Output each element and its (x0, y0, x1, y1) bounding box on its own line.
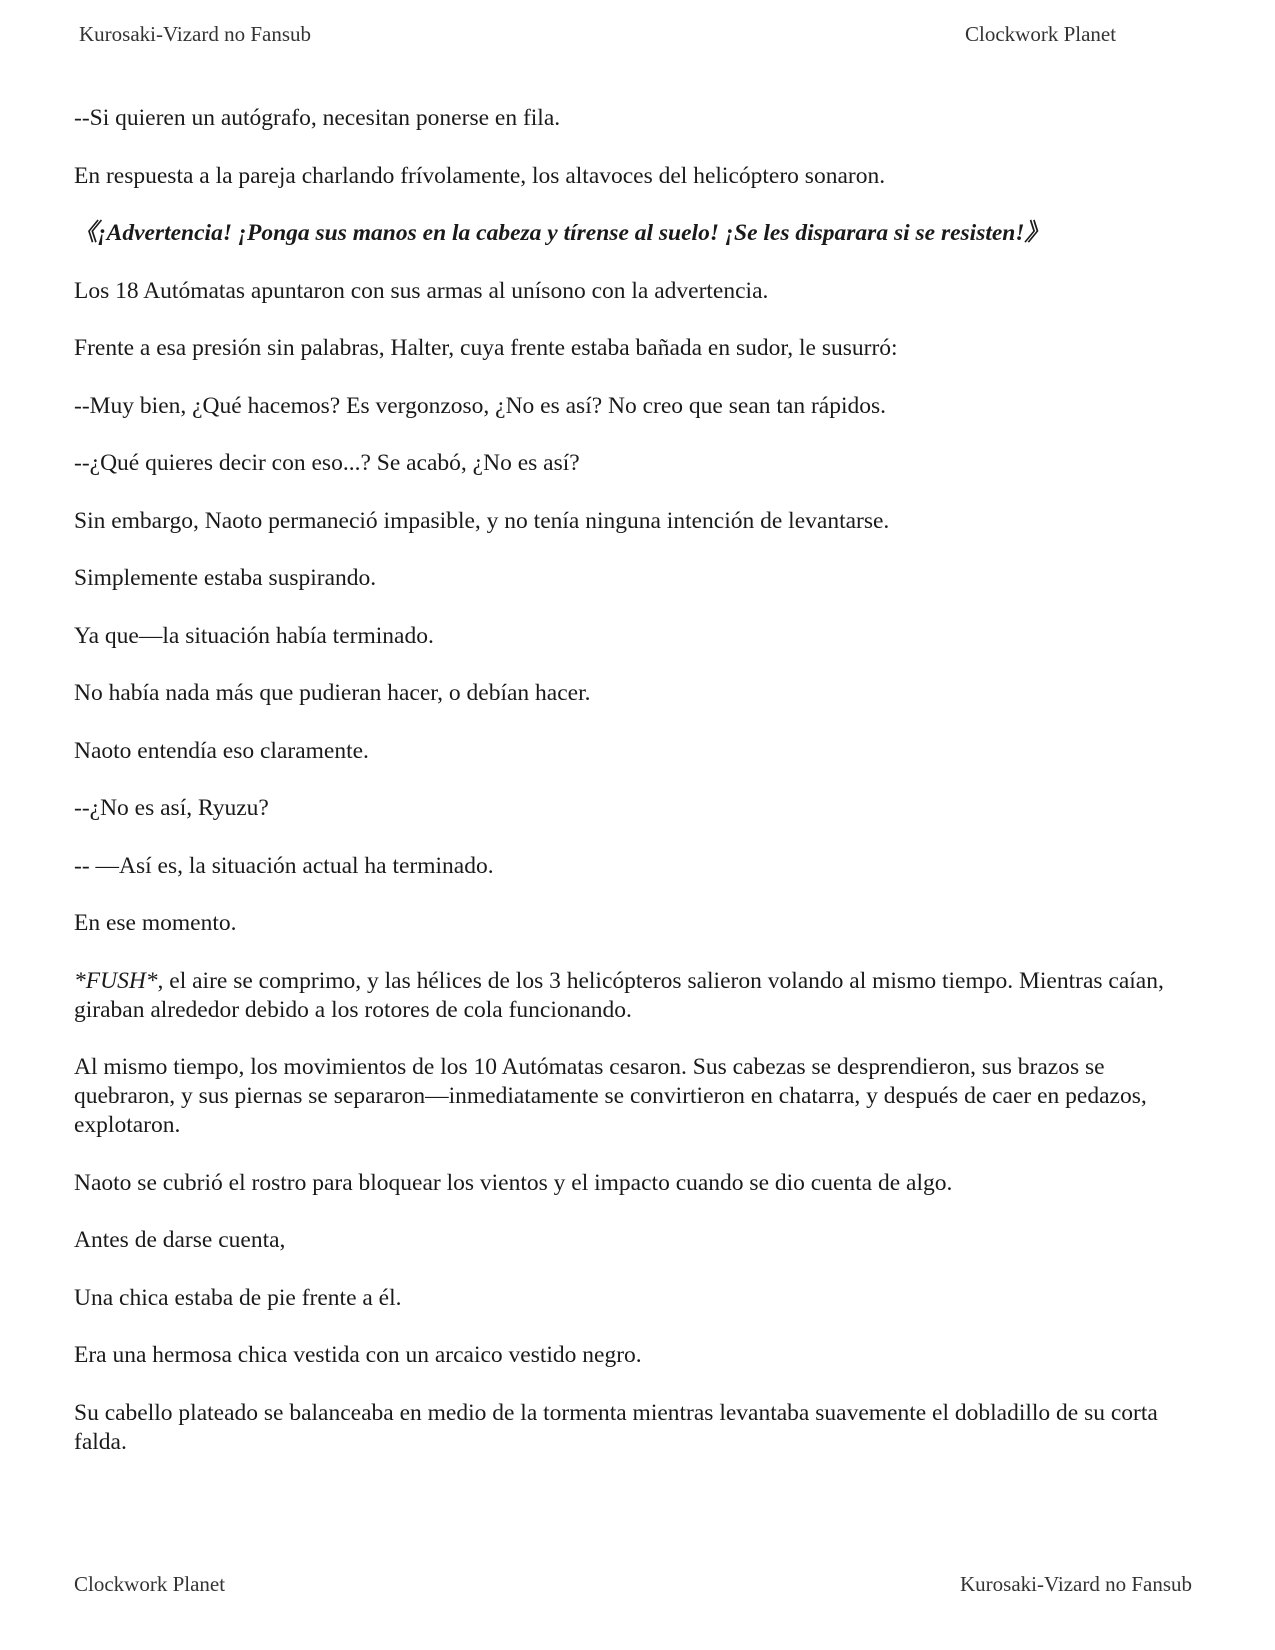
paragraph: Una chica estaba de pie frente a él. (74, 1284, 402, 1311)
paragraph: --Si quieren un autógrafo, necesitan ponerse en fila. (74, 105, 561, 131)
sound-effect-text: *FUSH* (74, 967, 158, 994)
paragraph: -- —Así es, la situación actual ha terminado. (74, 852, 494, 879)
header-right-text: Clockwork Planet (965, 22, 1117, 46)
paragraph: Ya que—la situación había terminado. (74, 622, 434, 649)
paragraph-text: , el aire se comprimo, y las hélices de los 3 helicópteros salieron volando al mismo tiempo. Mientras caían, giraban alrededor debido a los rotores de cola funcionando. (74, 967, 1164, 1023)
paragraph: Sin embargo, Naoto permaneció impasible, y no tenía ninguna intención de levantarse. (74, 507, 890, 534)
paragraph: Simplemente estaba suspirando. (74, 565, 377, 591)
paragraph: Naoto entendía eso claramente. (74, 737, 369, 764)
paragraph: Los 18 Autómatas apuntaron con sus armas al unísono con la advertencia. (74, 277, 769, 304)
paragraph: Antes de darse cuenta, (74, 1227, 286, 1253)
footer-right-text: Kurosaki-Vizard no Fansub (960, 1572, 1193, 1596)
paragraph: Era una hermosa chica vestida con un arcaico vestido negro. (74, 1342, 642, 1368)
paragraph: Naoto se cubrió el rostro para bloquear los vientos y el impacto cuando se dio cuenta de algo. (74, 1169, 953, 1196)
warning-paragraph: 《¡Advertencia! ¡Ponga sus manos en la cabeza y tírense al suelo! ¡Se les disparara si se resisten!》 (74, 220, 1049, 246)
paragraph: En ese momento. (74, 910, 237, 936)
paragraph (74, 967, 1194, 1025)
footer-left-text: Clockwork Planet (74, 1572, 226, 1596)
paragraph: --¿Qué quieres decir con eso...? Se acabó, ¿No es así? (74, 450, 580, 476)
paragraph: En respuesta a la pareja charlando frívolamente, los altavoces del helicóptero sonaron. (74, 162, 886, 189)
paragraph: --¿No es así, Ryuzu? (74, 795, 269, 821)
paragraph: Frente a esa presión sin palabras, Halter, cuya frente estaba bañada en sudor, le susurró: (74, 335, 898, 361)
paragraph: Su cabello plateado se balanceaba en medio de la tormenta mientras levantaba suavemente el dobladillo de su corta falda. (74, 1399, 1158, 1455)
paragraph: Al mismo tiempo, los movimientos de los 10 Autómatas cesaron. Sus cabezas se desprendieron, sus brazos se quebraron, y sus piernas se separaron—inmediatamente se convirtieron en chatarra, y después de caer en pedazos, explotaron. (74, 1054, 1147, 1138)
header-left-text: Kurosaki-Vizard no Fansub (79, 22, 312, 46)
paragraph: No había nada más que pudieran hacer, o debían hacer. (74, 680, 591, 706)
paragraph: --Muy bien, ¿Qué hacemos? Es vergonzoso, ¿No es así? No creo que sean tan rápidos. (74, 392, 887, 419)
document-body (74, 104, 1194, 1485)
